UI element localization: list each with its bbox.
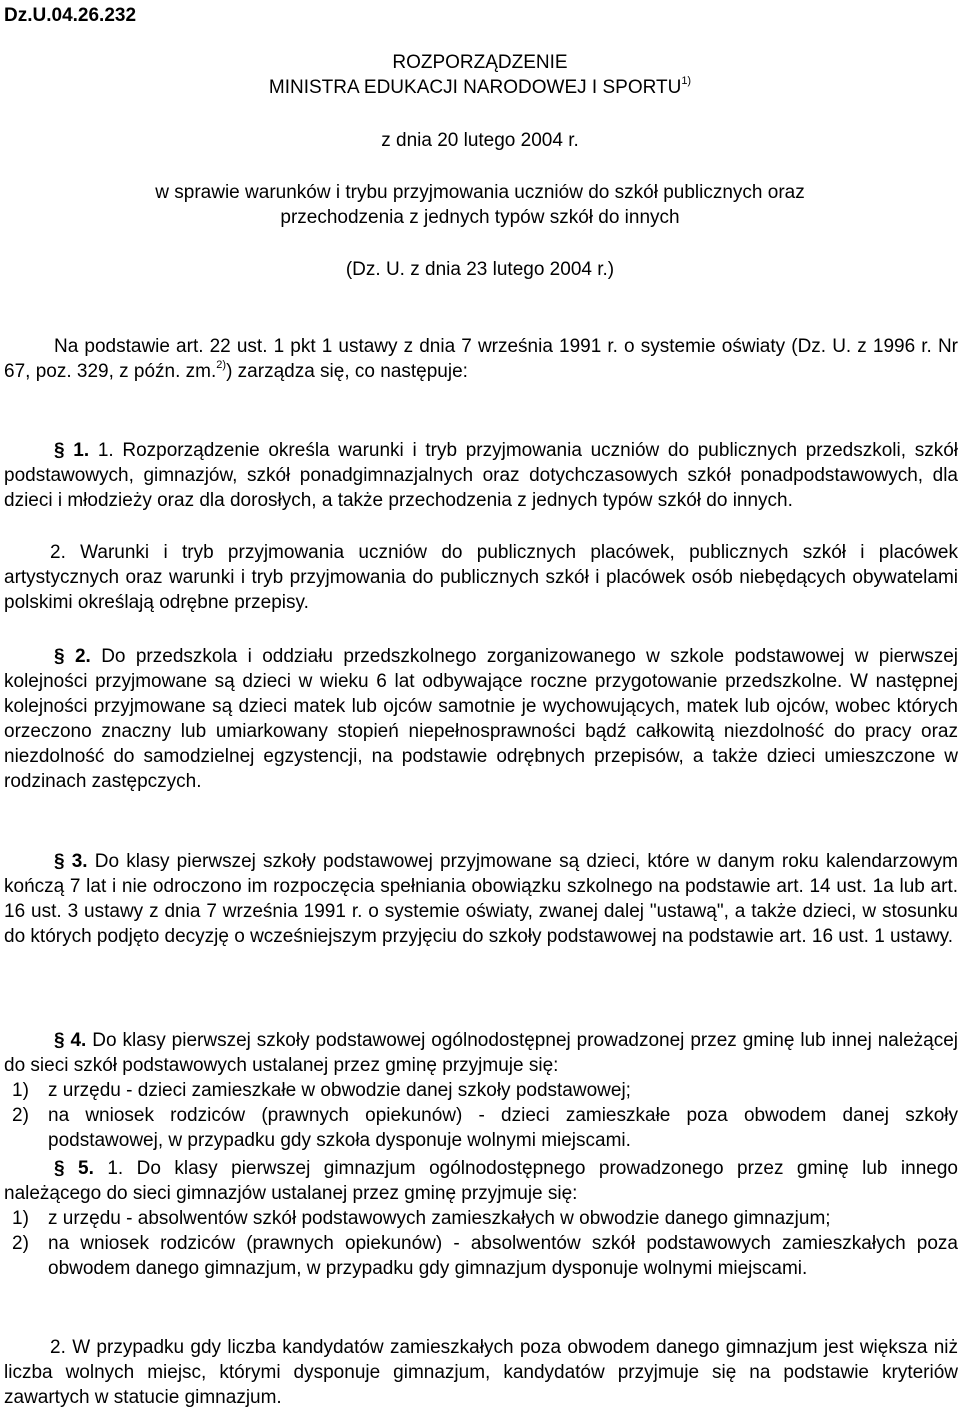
section-4 [4,1028,958,1153]
paragraph-text: Warunki i tryb przyjmowania uczniów do publicznych placówek, publicznych szkół i placówek artystycznych oraz warunki i tryb przyjmowania do publicznych szkół i placówek osób niebędących obywatelami polskimi określają odrębne przepisy. [4,542,959,613]
paragraph-text: Do klasy pierwszej gimnazjum ogólnodostępnego prowadzonego przez gminę lub innego należącego do sieci gimnazjów ustalanej przez gminę przyjmuje się: [4,1158,958,1204]
list-item-number: 2) [12,1105,29,1126]
preamble-text-before: Na podstawie art. 22 ust. 1 pkt 1 ustawy z dnia 7 września 1991 r. o systemie oświaty (Dz. U. z 1996 r. Nr 67, poz. 329, z późn. zm. [4,336,958,382]
section-label: § 5. [54,1158,94,1179]
list-item-text: z urzędu - dzieci zamieszkałe w obwodzie danej szkoły podstawowej; [48,1080,631,1101]
section-label: § 4. [54,1030,87,1051]
list-item-text: na wniosek rodziców (prawnych opiekunów) - absolwentów szkół podstawowych zamieszkałych poza obwodem danego gimnazjum, w przypadku gdy gimnazjum dysponuje wolnymi miejscami. [48,1233,958,1279]
paragraph-number: 2. [50,542,66,563]
list-item [4,1231,958,1281]
preamble-text-after: ) zarządza się, co następuje: [226,361,468,382]
subject-line-1: w sprawie warunków i trybu przyjmowania uczniów do szkół publicznych oraz [155,182,805,203]
section-5-paragraph-2 [4,1335,958,1410]
list-item [4,1078,958,1103]
paragraph-text: Do klasy pierwszej szkoły podstawowej ogólnodostępnej prowadzonej przez gminę lub innej należącej do sieci szkół podstawowych ustalanej przez gminę przyjmuje się: [4,1030,958,1076]
subject-line-2: przechodzenia z jednych typów szkół do innych [280,207,680,228]
paragraph-number: 1. [97,440,114,461]
section-5 [4,1156,958,1281]
list-item-text: na wniosek rodziców (prawnych opiekunów) - dzieci zamieszkałe poza obwodem danej szkoły podstawowej, w przypadku gdy szkoła dysponuje wolnymi miejscami. [48,1105,958,1151]
list-item-number: 2) [12,1233,29,1254]
paragraph-number: 2. [50,1337,66,1358]
paragraph-number: 1. [107,1158,124,1179]
paragraph-text: Do przedszkola i oddziału przedszkolnego zorganizowanego w szkole podstawowej w pierwszej kolejności przyjmowane są dzieci w wieku 6 lat odbywające roczne przygotowanie przedszkolne. W następnej kolejności przyjmowane są dzieci matek lub ojców samotnie je wychowujących, matek lub ojców, wobec których orzeczono znaczny lub umiarkowany stopień niepełnosprawności bądź całkowitą niezdolność do pracy oraz niezdolność do samodzielnej egzystencji, na podstawie odrębnych przepisów, a także dzieci umieszczone w rodzinach zastępczych. [4,646,959,792]
document-reference: Dz.U.04.26.232 [4,5,137,26]
regulation-title: ROZPORZĄDZENIE [392,52,568,73]
list-item [4,1103,958,1153]
section-3 [4,849,958,949]
section-2 [4,644,958,794]
list-item-number: 1) [12,1080,29,1101]
paragraph-text: W przypadku gdy liczba kandydatów zamieszkałych poza obwodem danego gimnazjum jest większa niż liczba wolnych miejsc, którymi dysponuje gimnazjum, kandydatów przyjmuje się na podstawie kryteriów zawartych w statucie gimnazjum. [4,1337,959,1408]
footnote-marker: 1) [681,74,692,87]
authority-name: MINISTRA EDUKACJI NARODOWEJ I SPORTU [268,77,682,98]
section-label: § 3. [54,851,88,872]
paragraph-text: Do klasy pierwszej szkoły podstawowej przyjmowane są dzieci, które w danym roku kalendarzowym kończą 7 lat i nie odroczono im rozpoczęcia spełniania obowiązku szkolnego na podstawie art. 14 ust. 1a lub art. 16 ust. 3 ustawy z dnia 7 września 1991 r. o systemie oświaty, zwanej dalej "ustawą", a także dzieci, w stosunku do których podjęto decyzję o wcześniejszym przyjęciu do szkoły podstawowej na podstawie art. 16 ust. 1 ustawy. [4,851,958,947]
list-item-number: 1) [12,1208,29,1229]
document-date: z dnia 20 lutego 2004 r. [381,130,579,151]
section-1-paragraph-1 [4,438,958,513]
footnote-marker: 2) [216,358,227,371]
list-item [4,1206,958,1231]
list-item-text: z urzędu - absolwentów szkół podstawowych zamieszkałych w obwodzie danego gimnazjum; [48,1208,831,1229]
section-label: § 1. [54,440,90,461]
section-1-paragraph-2 [4,540,958,615]
issuing-authority [0,75,960,100]
paragraph-text: Rozporządzenie określa warunki i tryb przyjmowania uczniów do publicznych przedszkoli, szkół podstawowych, gimnazjów, szkół ponadgimnazjalnych oraz dotychczasowych szkół ponadpodstawowych, dla dzieci i młodzieży oraz dla dorosłych, a także przechodzenia z jednych typów szkół do innych. [4,440,959,511]
preamble [4,334,958,384]
publication-info: (Dz. U. z dnia 23 lutego 2004 r.) [345,259,615,280]
section-label: § 2. [54,646,91,667]
